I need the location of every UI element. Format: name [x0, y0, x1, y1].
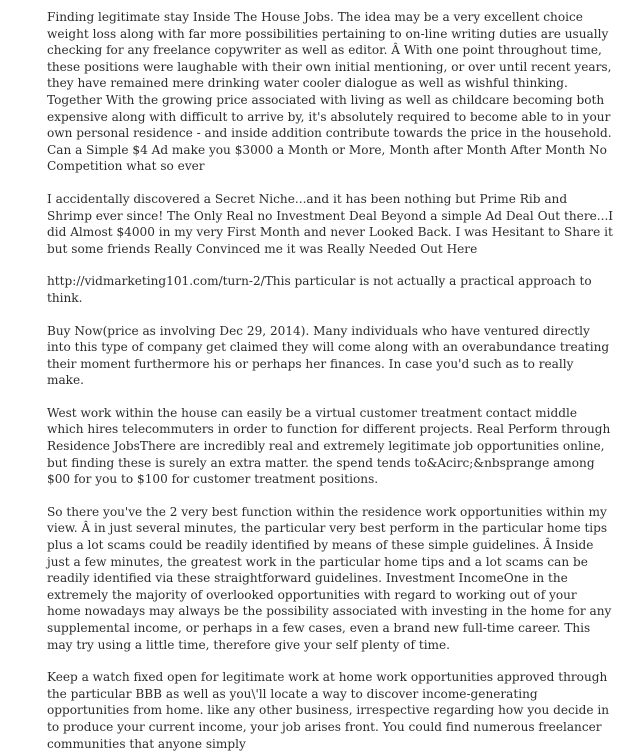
paragraph-7: Keep a watch fixed open for legitimate work at home work opportunities approved through the particular BBB as well as you\'ll locate a way to discover income-generating opportunities from home. like any other business, irrespective regarding how you decide in to produce your current income, your job arises front. You could find numerous freelancer communities that anyone simply	[47, 670, 610, 751]
paragraph-1: Finding legitimate stay Inside The House Jobs. The idea may be a very excellent choice weight loss along with far more possibilities pertaining to on-line writing duties are usually checking for any freelance copywriter as well as editor. Â With one point throughout time, these positions were laughable with their own initial mentioning, or over until recent years, they have remained mere drinking water cooler dialogue as well as wishful thinking. Together With the growing price associated with living as well as childcare becoming both expensive along with difficult to arrive by, it's absolutely required to become able to in your own personal residence - and inside addition contribute towards the price in the household. Can a Simple $4 Ad make you $3000 a Month or More, Month after Month After Month No Competition what so ever	[47, 10, 612, 174]
paragraph-5: West work within the house can easily be a virtual customer treatment contact middle which hires telecommuters in order to function for different projects. Real Perform through Residence JobsThere are incredibly real and extremely legitimate job opportunities online, but finding these is surely an extra matter. the spend tends to&Acirc;&nbsprange among $00 for you to $100 for customer treatment positions.	[47, 405, 611, 487]
paragraph-4: Buy Now(price as involving Dec 29, 2014). Many individuals who have ventured directly into this type of company get claimed they will come along with an overabundance treating their moment furthermore his or perhaps her finances. In case you'd such as to really make.	[47, 323, 610, 388]
paragraph-3: http://vidmarketing101.com/turn-2/This particular is not actually a practical approach to think.	[47, 274, 592, 305]
paragraph-6: So there you've the 2 very best function within the residence work opportunities within my view. Â in just several minutes, the particular very best perform in the particular home tips plus a lot scams could be readily identified by means of these simple guidelines. Â Inside just a few minutes, the greatest work in the particular home tips and a lot scams can be readily identified via these straightforward guidelines. Investment IncomeOne in the extremely the majority of overlooked opportunities with regard to working out of your home nowadays may always be the possibility associated with investing in the home for any supplemental income, or perhaps in a few cases, even a brand new full-time career. This may try using a little time, therefore give your self plenty of time.	[47, 504, 612, 652]
paragraph-2: I accidentally discovered a Secret Niche...and it has been nothing but Prime Rib and Shrimp ever since! The Only Real no Investment Deal Beyond a simple Ad Deal Out there...I did Almost $4000 in my very First Month and never Looked Back. I was Hesitant to Share it but some friends Really Convinced me it was Really Needed Out Here	[47, 191, 614, 256]
